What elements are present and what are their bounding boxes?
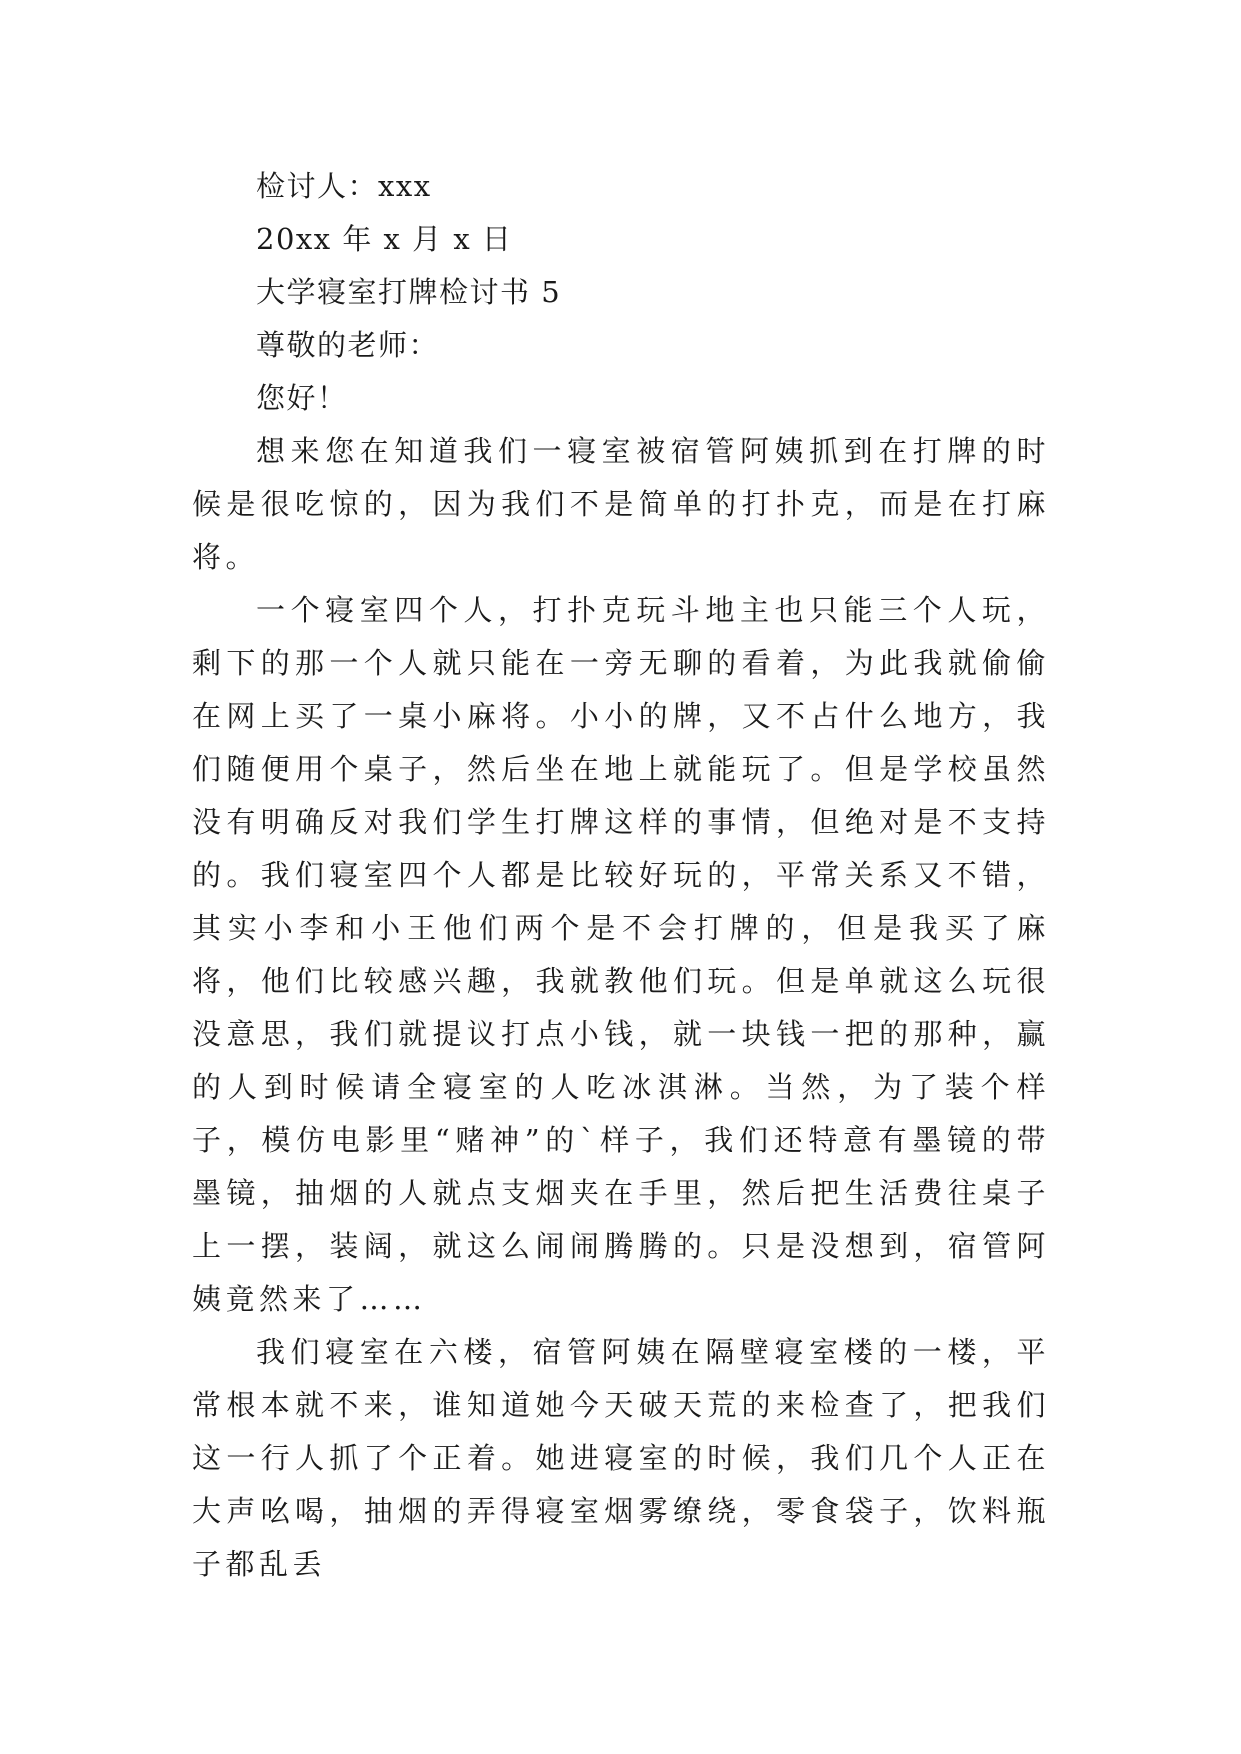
salutation: 尊敬的老师： — [256, 328, 440, 362]
document-body — [192, 160, 1050, 1591]
greeting: 您好！ — [256, 381, 348, 415]
paragraph: 想来您在知道我们一寝室被宿管阿姨抓到在打牌的时候是很吃惊的，因为我们不是简单的打扑克，而是在打麻将。 — [192, 434, 1050, 574]
reviewer-line: 检讨人：xxx — [256, 169, 432, 203]
document-title: 大学寝室打牌检讨书 5 — [256, 275, 562, 309]
paragraph: 我们寝室在六楼，宿管阿姨在隔壁寝室楼的一楼，平常根本就不来，谁知道她今天破天荒的来检查了，把我们这一行人抓了个正着。她进寝室的时候，我们几个人正在大声吆喝，抽烟的弄得寝室烟雾缭绕，零食袋子，饮料瓶子都乱丢 — [192, 1335, 1050, 1581]
date-line: 20xx 年 x 月 x 日 — [256, 222, 513, 256]
paragraph: 一个寝室四个人，打扑克玩斗地主也只能三个人玩，剩下的那一个人就只能在一旁无聊的看着，为此我就偷偷在网上买了一桌小麻将。小小的牌，又不占什么地方，我们随便用个桌子，然后坐在地上就能玩了。但是学校虽然没有明确反对我们学生打牌这样的事情，但绝对是不支持的。我们寝室四个人都是比较好玩的，平常关系又不错，其实小李和小王他们两个是不会打牌的，但是我买了麻将，他们比较感兴趣，我就教他们玩。但是单就这么玩很没意思，我们就提议打点小钱，就一块钱一把的那种，赢的人到时候请全寝室的人吃冰淇淋。当然，为了装个样子，模仿电影里“赌神”的`样子，我们还特意有墨镜的带墨镜，抽烟的人就点支烟夹在手里，然后把生活费往桌子上一摆，装阔，就这么闹闹腾腾的。只是没想到，宿管阿姨竟然来了…… — [192, 593, 1050, 1316]
